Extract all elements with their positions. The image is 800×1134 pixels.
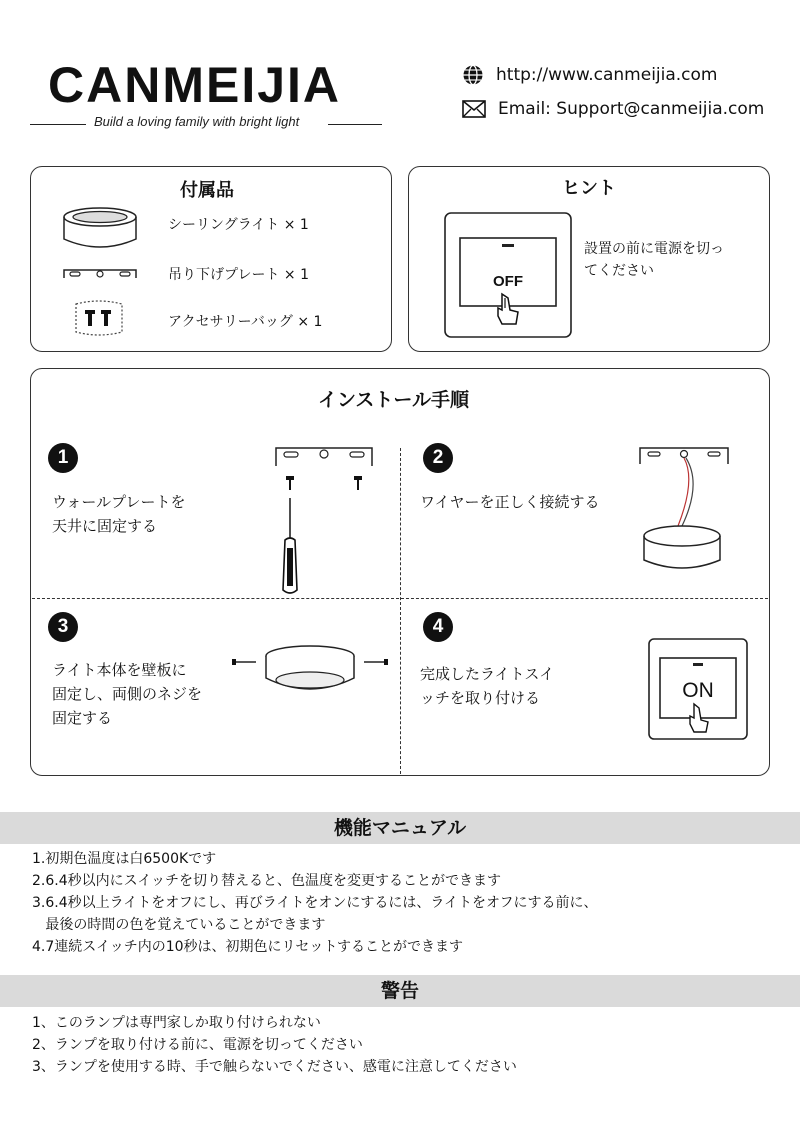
wiring-illustration <box>636 440 736 576</box>
warning-title: 警告 <box>0 975 800 1007</box>
step-4-number: 4 <box>423 612 453 642</box>
website-link[interactable]: http://www.canmeijia.com <box>496 65 718 85</box>
warning-line-2: 2、ランプを取り付ける前に、電源を切ってください <box>32 1037 363 1053</box>
ceiling-light-icon <box>60 205 140 253</box>
mounting-plate-icon <box>62 262 138 284</box>
accessory-label-1: シーリングライト × 1 <box>168 217 309 233</box>
step-3-text: ライト本体を壁板に 固定し、両側のネジを 固定する <box>52 661 203 727</box>
tagline: Build a loving family with bright light <box>94 114 300 129</box>
manual-line-4: 最後の時間の色を覚えていることができます <box>32 917 326 933</box>
manual-line-5: 4.7連続スイッチ内の10秒は、初期色にリセットすることができます <box>32 939 463 955</box>
grid-divider-vertical <box>400 448 401 774</box>
switch-off-icon <box>444 212 572 338</box>
email-row <box>462 99 764 119</box>
step-3-number: 3 <box>48 612 78 642</box>
hint-text: 設置の前に電源を切っ てください <box>584 241 724 279</box>
step-2-text: ワイヤーを正しく接続する <box>420 493 600 511</box>
manual-line-1: 1.初期色温度は白6500Kです <box>32 851 217 867</box>
accessories-title: 付属品 <box>180 180 234 201</box>
manual-title: 機能マニュアル <box>0 812 800 844</box>
light-mounting-illustration <box>230 640 390 704</box>
warning-line-3: 3、ランプを使用する時、手で触らないでください、感電に注意してください <box>32 1059 517 1075</box>
switch-on-label: ON <box>682 679 714 702</box>
tagline-rule-left <box>30 124 86 125</box>
switch-off-label: OFF <box>493 273 523 290</box>
hint-title: ヒント <box>562 178 616 199</box>
accessory-bag-icon <box>72 298 126 338</box>
warning-line-1: 1、このランプは専門家しか取り付けられない <box>32 1015 321 1031</box>
step-1-number: 1 <box>48 443 78 473</box>
screwdriver-plate-illustration <box>270 440 380 600</box>
globe-icon <box>462 64 484 86</box>
manual-line-2: 2.6.4秒以内にスイッチを切り替えると、色温度を変更することができます <box>32 873 502 889</box>
switch-on-icon <box>648 638 748 740</box>
manual-line-3: 3.6.4秒以上ライトをオフにし、再びライトをオンにするには、ライトをオフにする前に、 <box>32 895 598 911</box>
grid-divider-horizontal <box>32 598 768 599</box>
mail-icon <box>462 100 486 118</box>
step-2-number: 2 <box>423 443 453 473</box>
brand-logo: CANMEIJIA <box>48 57 342 113</box>
step-1-text: ウォールプレートを 天井に固定する <box>52 493 186 535</box>
install-title: インストール手順 <box>318 389 470 411</box>
tagline-rule-right <box>328 124 382 125</box>
email-link[interactable]: Email: Support@canmeijia.com <box>498 99 765 119</box>
website-row <box>462 64 718 86</box>
accessory-label-3: アクセサリーバッグ × 1 <box>168 314 323 330</box>
step-4-text: 完成したライトスイ ッチを取り付ける <box>420 665 555 707</box>
accessory-label-2: 吊り下げプレート × 1 <box>168 267 309 283</box>
